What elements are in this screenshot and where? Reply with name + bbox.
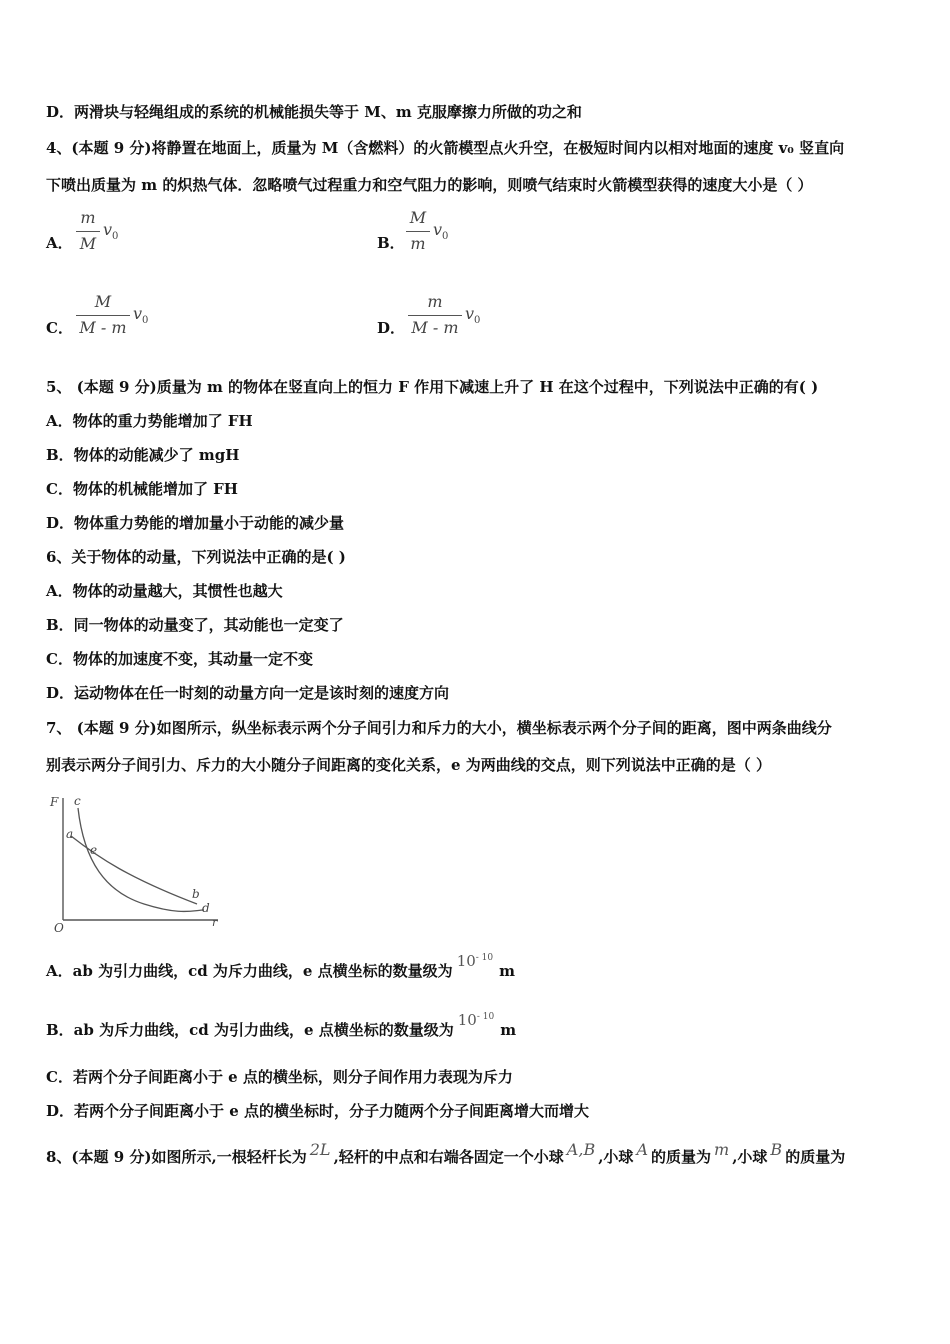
q7-option-a-unit: m [499, 962, 516, 980]
q4-option-d-label: D． [377, 319, 406, 337]
q5-option-a[interactable]: A．物体的重力势能增加了 FH [46, 412, 253, 430]
q6-stem: 6、关于物体的动量，下列说法中正确的是( ) [46, 548, 346, 566]
axis-label-r: r [212, 916, 218, 929]
q4-option-a-formula: m M $v_0$ [76, 208, 100, 256]
q4-option-d[interactable] [377, 317, 405, 338]
curve-cd [78, 808, 204, 912]
q5-option-b[interactable]: B．物体的动能减少了 mgH [46, 446, 240, 464]
q4-option-b-label: B． [377, 234, 405, 252]
q3-option-d: D．两滑块与轻绳组成的系统的机械能损失等于 M、m 克服摩擦力所做的功之和 [46, 103, 582, 121]
q4-option-c-formula: M M - m $v_0$ [76, 292, 130, 340]
q7-stem-line1: 7、 (本题 9 分)如图所示，纵坐标表示两个分子间引力和斥力的大小，横坐标表示两个分子间的距离，图中两条曲线分 [46, 719, 832, 737]
q5-stem: 5、 (本题 9 分)质量为 m 的物体在竖直向上的恒力 F 作用下减速上升了 H 在这个过程中，下列说法中正确的有( ) [46, 378, 819, 396]
q4-stem-line1: 4、(本题 9 分)将静置在地面上，质量为 M（含燃料）的火箭模型点火升空，在极短时间内以相对地面的速度 v₀ 竖直向 [46, 139, 845, 157]
q7-option-d[interactable]: D．若两个分子间距离小于 e 点的横坐标时，分子力随两个分子间距离增大而增大 [46, 1102, 589, 1120]
axis-label-o: O [54, 921, 64, 935]
q4-stem-line2: 下喷出质量为 m 的炽热气体．忽略喷气过程重力和空气阻力的影响，则喷气结束时火箭模型获得的速度大小是（ ） [46, 176, 813, 194]
q4-option-a[interactable] [46, 232, 73, 253]
curve-label-d: d [202, 901, 210, 915]
intersection-label-e: e [90, 843, 98, 857]
q8-math-a: A [636, 1140, 648, 1159]
q4-option-a-label: A． [46, 234, 73, 252]
q5-option-d[interactable]: D．物体重力势能的增加量小于动能的减少量 [46, 514, 345, 532]
q8-math-b: B [770, 1140, 783, 1159]
q7-force-curve-figure [44, 792, 226, 936]
curve-label-a: a [66, 827, 74, 841]
q6-option-c[interactable]: C．物体的加速度不变，其动量一定不变 [46, 650, 313, 668]
q8-stem: 8、(本题 9 分)如图所示,一根轻杆长为 2L ,轻杆的中点和右端各固定一个小球 A,B ,小球 A 的质量为 m ,小球 B 的质量为 [46, 1140, 846, 1166]
q6-option-a[interactable]: A．物体的动量越大，其惯性也越大 [46, 582, 283, 600]
axis-label-f: F [50, 795, 59, 809]
curve-label-b: b [192, 887, 200, 901]
q8-math-2l: 2L [309, 1140, 331, 1159]
curve-label-c: c [74, 794, 81, 808]
q7-option-a-text: A．ab 为引力曲线，cd 为斥力曲线，e 点横坐标的数量级为 [46, 962, 453, 980]
q5-option-c[interactable]: C．物体的机械能增加了 FH [46, 480, 238, 498]
q8-math-m: m [714, 1140, 730, 1159]
q4-option-b-formula: M m $v_0$ [406, 208, 430, 256]
q7-option-b-unit: m [500, 1021, 517, 1039]
q7-option-b-text: B．ab 为斥力曲线，cd 为引力曲线，e 点横坐标的数量级为 [46, 1021, 454, 1039]
q4-option-c[interactable] [46, 317, 73, 338]
q6-option-d[interactable]: D．运动物体在任一时刻的动量方向一定是该时刻的速度方向 [46, 684, 450, 702]
q7-option-a-magnitude: $10^{- 10}$ [456, 952, 494, 970]
q7-stem-line2: 别表示两分子间引力、斥力的大小随分子间距离的变化关系，e 为两曲线的交点，则下列说法中正确的是（ ） [46, 756, 771, 774]
q7-option-b-magnitude: $10^{- 10}$ [457, 1011, 495, 1029]
q7-option-a[interactable] [46, 952, 516, 981]
q7-option-c[interactable]: C．若两个分子间距离小于 e 点的横坐标，则分子间作用力表现为斥力 [46, 1068, 513, 1086]
q7-option-b[interactable] [46, 1011, 517, 1040]
q8-math-ab: A,B [566, 1140, 596, 1159]
q4-option-c-label: C． [46, 319, 73, 337]
q4-option-d-formula: m M - m $v_0$ [408, 292, 462, 340]
q4-option-b[interactable] [377, 232, 405, 253]
q6-option-b[interactable]: B．同一物体的动量变了，其动能也一定变了 [46, 616, 344, 634]
